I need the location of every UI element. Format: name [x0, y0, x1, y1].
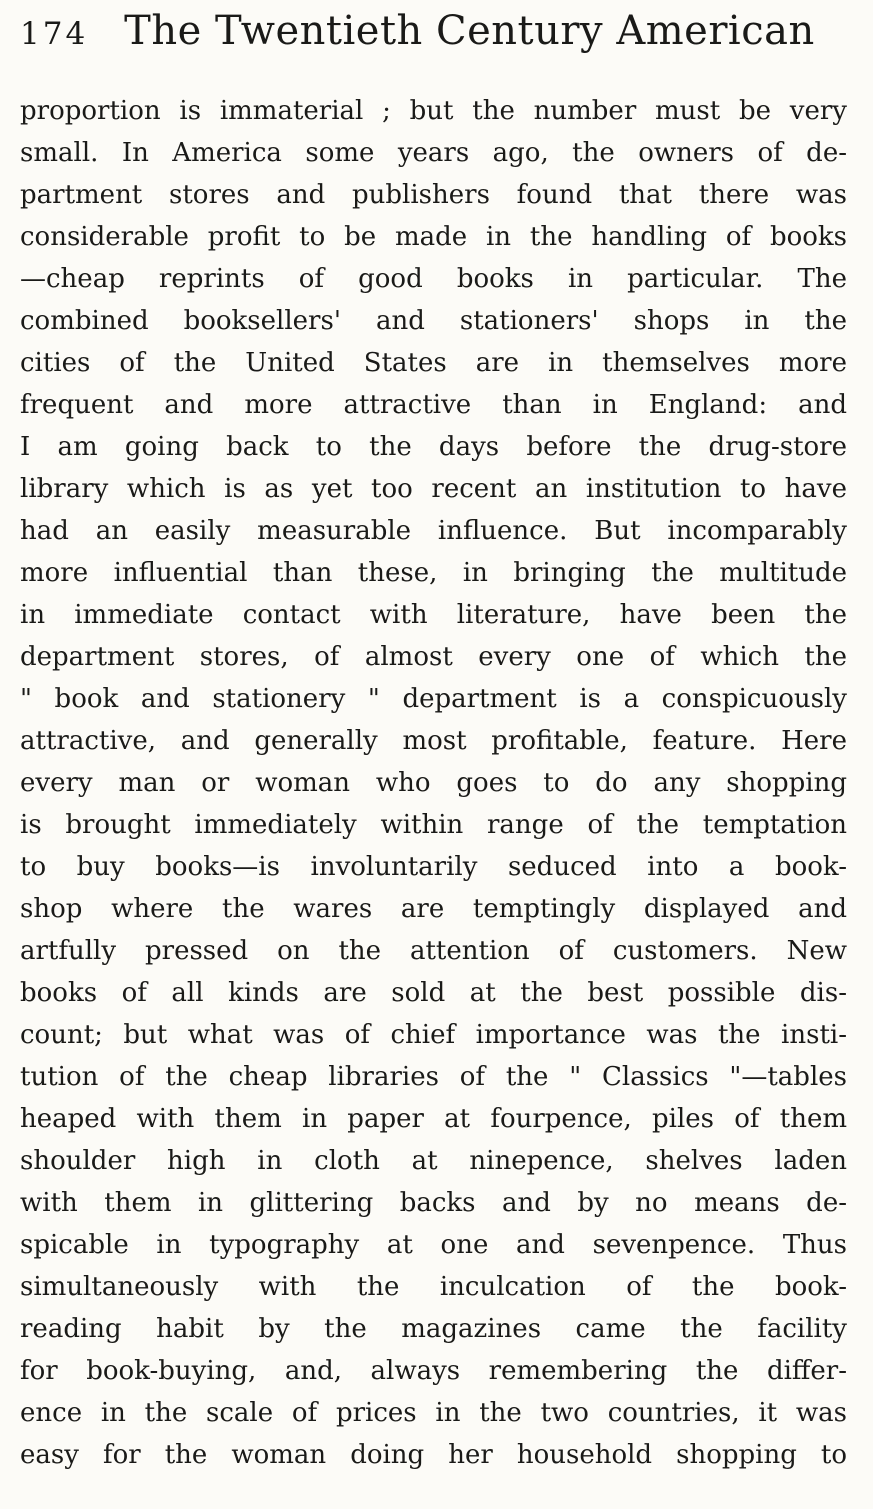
- body-text: [20, 90, 847, 1476]
- text-line: reading habit by the magazines came the facility: [20, 1314, 847, 1344]
- text-line: artfully pressed on the attention of customers. New: [20, 936, 847, 966]
- text-line: considerable profit to be made in the handling of books: [20, 222, 847, 252]
- text-line: easy for the woman doing her household shopping to: [20, 1440, 847, 1470]
- text-line: shop where the wares are temptingly displayed and: [20, 894, 847, 924]
- text-line: combined booksellers' and stationers' shops in the: [20, 306, 847, 336]
- text-line: proportion is immaterial ; but the number must be very: [20, 96, 847, 126]
- text-line: " book and stationery " department is a conspicuously: [20, 684, 847, 714]
- text-line: ence in the scale of prices in the two countries, it was: [20, 1398, 847, 1428]
- text-line: count; but what was of chief importance was the insti-: [20, 1020, 847, 1050]
- text-line: shoulder high in cloth at ninepence, shelves laden: [20, 1146, 847, 1176]
- running-title: The Twentieth Century American: [124, 8, 815, 54]
- text-line: library which is as yet too recent an institution to have: [20, 474, 847, 504]
- text-line: spicable in typography at one and sevenpence. Thus: [20, 1230, 847, 1260]
- text-line: small. In America some years ago, the owners of de-: [20, 138, 847, 168]
- text-line: books of all kinds are sold at the best possible dis-: [20, 978, 847, 1008]
- text-line: with them in glittering backs and by no means de-: [20, 1188, 847, 1218]
- text-line: simultaneously with the inculcation of the book-: [20, 1272, 847, 1302]
- text-line: partment stores and publishers found that there was: [20, 180, 847, 210]
- text-line: tution of the cheap libraries of the " Classics "—tables: [20, 1062, 847, 1092]
- page-number: 174: [20, 16, 89, 52]
- text-line: attractive, and generally most profitable, feature. Here: [20, 726, 847, 756]
- text-line: cities of the United States are in themselves more: [20, 348, 847, 378]
- text-line: for book-buying, and, always remembering the differ-: [20, 1356, 847, 1386]
- text-line: heaped with them in paper at fourpence, piles of them: [20, 1104, 847, 1134]
- text-line: —cheap reprints of good books in particular. The: [20, 264, 847, 294]
- text-line: more influential than these, in bringing the multitude: [20, 558, 847, 588]
- text-line: department stores, of almost every one of which the: [20, 642, 847, 672]
- text-line: to buy books—is involuntarily seduced into a book-: [20, 852, 847, 882]
- text-line: I am going back to the days before the drug-store: [20, 432, 847, 462]
- text-line: every man or woman who goes to do any shopping: [20, 768, 847, 798]
- text-line: frequent and more attractive than in England: and: [20, 390, 847, 420]
- page-header: [20, 8, 847, 54]
- text-line: had an easily measurable influence. But incomparably: [20, 516, 847, 546]
- text-line: in immediate contact with literature, have been the: [20, 600, 847, 630]
- text-line: is brought immediately within range of the temptation: [20, 810, 847, 840]
